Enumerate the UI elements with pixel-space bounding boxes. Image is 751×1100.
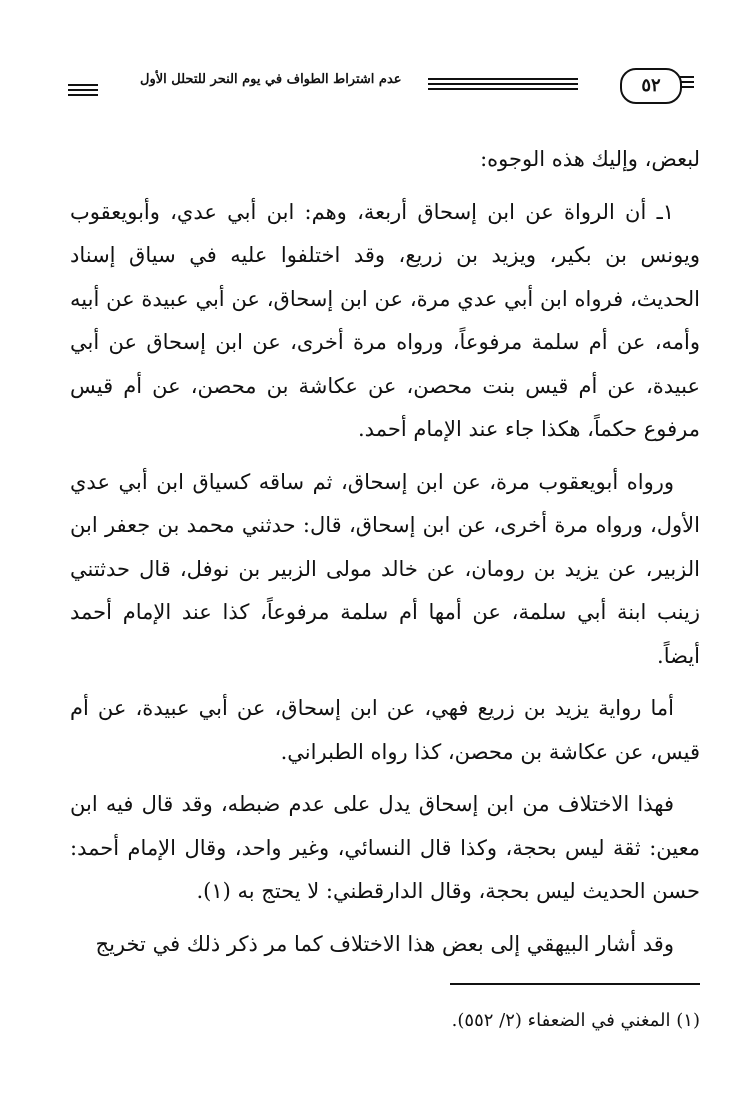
main-text [70,138,700,975]
paragraph: وقد أشار البيهقي إلى بعض هذا الاختلاف كما مر ذكر ذلك في تخريج [95,931,674,956]
paragraph: ورواه أبويعقوب مرة، عن ابن إسحاق، ثم ساقه كسياق ابن أبي عدي الأول، ورواه مرة أخرى، عن ابن إسحاق، قال: حدثني محمد بن جعفر ابن الزبير، عن يزيد بن رومان، عن خالد مولى الزبير بن نوفل، قال حدثتني زينب ابنة أبي سلمة، عن أمها أم سلمة مرفوعاً، كذا عند الإمام أحمد أيضاً. [70,469,700,668]
paragraph: أما رواية يزيد بن زريع فهي، عن ابن إسحاق، عن أبي عبيدة، عن أم قيس، عن عكاشة بن محصن، كذا رواه الطبراني. [70,696,700,764]
page-number: ٥٢ [620,68,682,104]
header-rule-left [68,84,98,99]
paragraph: لبعض، وإليك هذه الوجوه: [480,147,700,171]
page-header [60,64,700,114]
footnote-separator [450,983,700,985]
header-rule-right [680,76,694,91]
paragraph: فهذا الاختلاف من ابن إسحاق يدل على عدم ضبطه، وقد قال فيه ابن معين: ثقة ليس بحجة، وكذا قال النسائي، وغير واحد، وقال الإمام أحمد: حسن الحديث ليس بحجة، وقال الدارقطني: لا يحتج به (١). [70,792,700,903]
running-title: عدم اشتراط الطواف في يوم النحر للتحلل الأول [140,72,402,87]
footnote: (١) المغني في الضعفاء (٢/ ٥٥٢). [451,1010,700,1031]
header-rule-middle [428,78,578,93]
paragraph: ١ـ أن الرواة عن ابن إسحاق أربعة، وهم: ابن أبي عدي، وأبويعقوب ويونس بن بكير، ويزيد بن زريع، وقد اختلفوا عليه في سياق إسناد الحديث، فرواه ابن أبي عدي مرة، عن ابن إسحاق، عن أبي عبيدة عن أبيه وأمه، عن أم سلمة مرفوعاً، ورواه مرة أخرى، عن ابن إسحاق عن أبي عبيدة، عن أم قيس بنت محصن، عن عكاشة بن محصن، عن أم قيس مرفوع حكماً، هكذا جاء عند الإمام أحمد. [70,199,700,441]
